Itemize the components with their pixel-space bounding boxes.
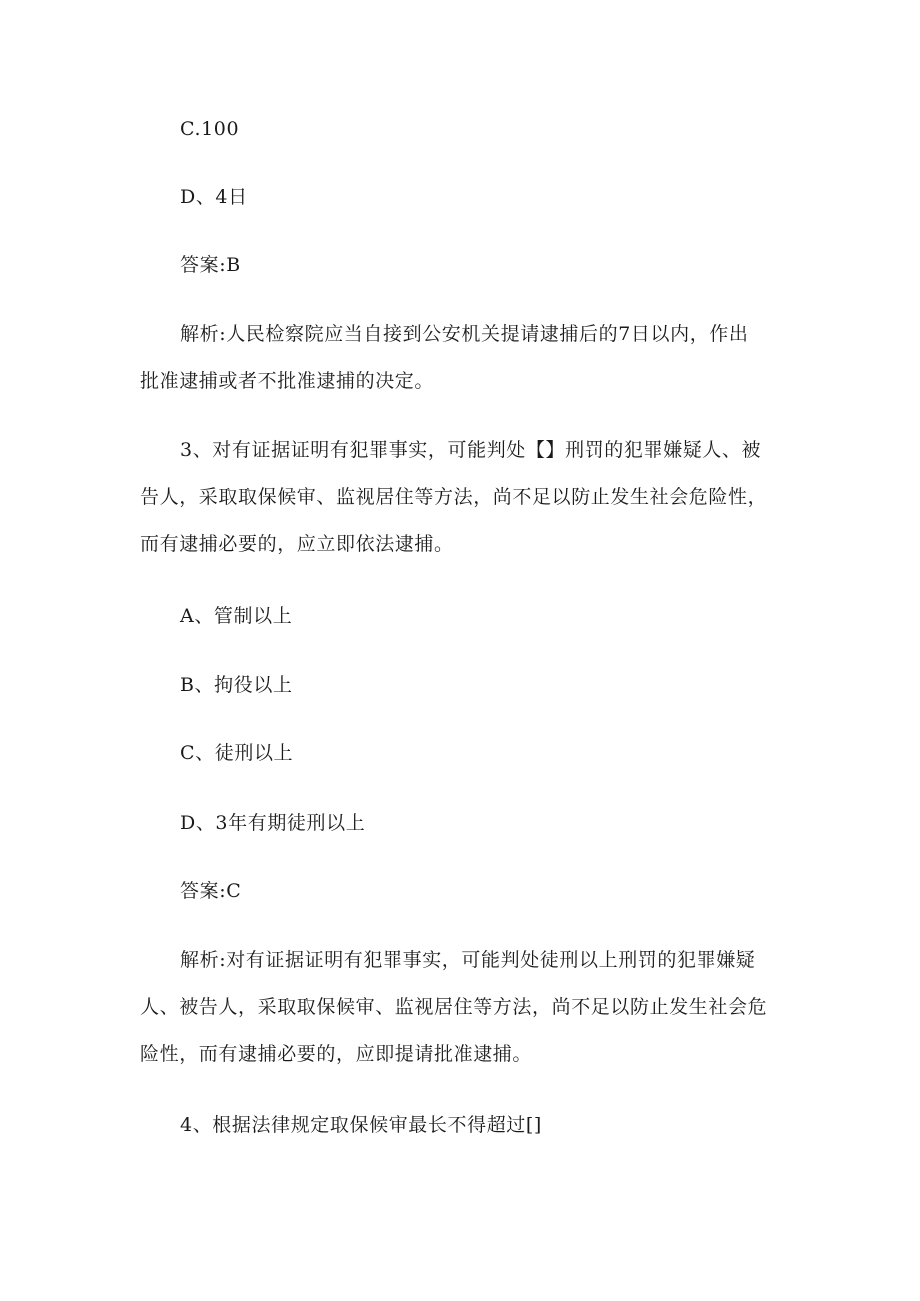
q2-analysis-line-2: 批准逮捕或者不批准逮捕的决定。: [140, 370, 435, 392]
q3-analysis-line-2: 人、被告人，采取取保候审、监视居住等方法，尚不足以防止发生社会危: [140, 996, 768, 1018]
q3-analysis-line-3: 险性，而有逮捕必要的，应即提请批准逮捕。: [140, 1043, 533, 1065]
q3-stem-line-2: 告人，采取取保候审、监视居住等方法，尚不足以防止发生社会危险性，: [140, 486, 768, 508]
q3-option-b: B、拘役以上: [180, 674, 293, 696]
q4-stem-line-1: 4、根据法律规定取保候审最长不得超过[]: [180, 1114, 542, 1136]
q2-option-c: C.100: [180, 118, 240, 140]
q2-analysis-line-1: 解析:人民检察院应当自接到公安机关提请逮捕后的7日以内，作出: [180, 323, 749, 345]
q3-option-a: A、管制以上: [180, 605, 293, 627]
q3-analysis-line-1: 解析:对有证据证明有犯罪事实，可能判处徒刑以上刑罚的犯罪嫌疑: [180, 949, 756, 971]
q3-option-c: C、徒刑以上: [180, 742, 294, 764]
q2-option-d: D、4日: [180, 186, 248, 208]
q3-answer: 答案:C: [180, 880, 242, 902]
q3-stem-line-1: 3、对有证据证明有犯罪事实，可能判处【】刑罚的犯罪嫌疑人、被: [180, 439, 762, 461]
q3-stem-line-3: 而有逮捕必要的，应立即依法逮捕。: [140, 533, 454, 555]
q3-option-d: D、3年有期徒刑以上: [180, 812, 366, 834]
q2-answer: 答案:B: [180, 254, 241, 276]
